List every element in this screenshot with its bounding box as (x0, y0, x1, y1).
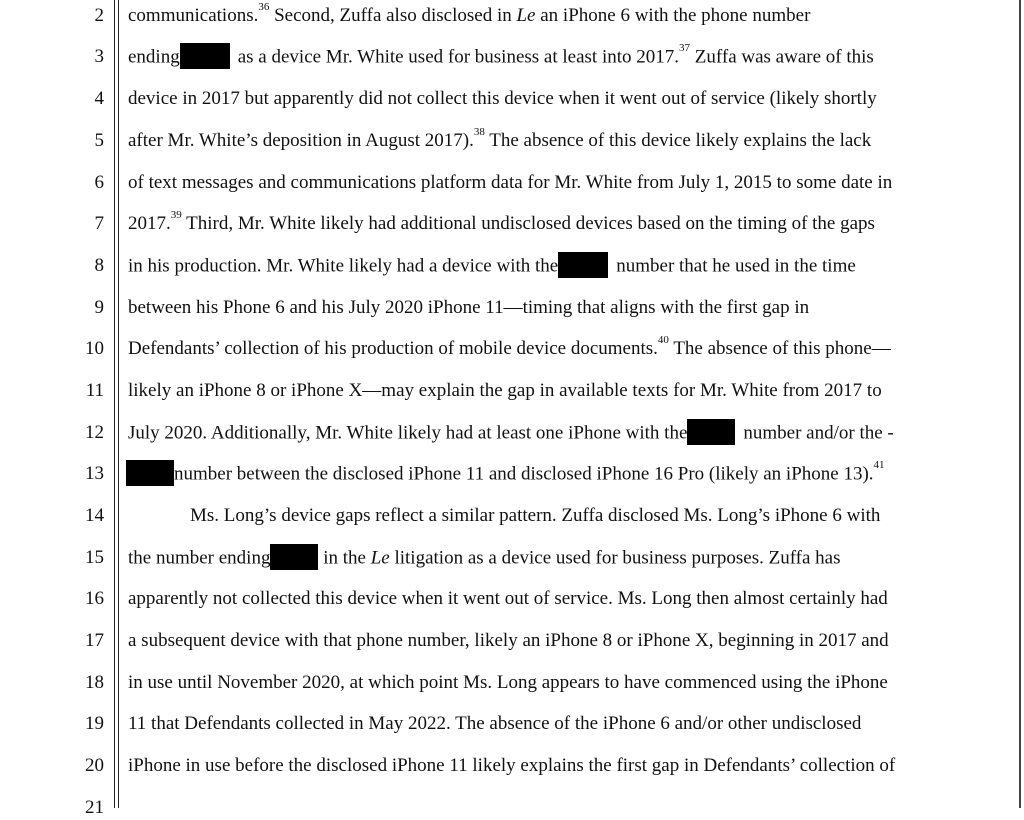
redaction-box (270, 544, 318, 570)
margin-rule-left-outer (114, 0, 115, 808)
line-number: 20 (85, 755, 104, 776)
text-line: in use until November 2020, at which point Ms. Long appears to have commenced using the iPhone (128, 672, 888, 693)
text-line: 11 that Defendants collected in May 2022. The absence of the iPhone 6 and/or other undisclosed (128, 713, 862, 734)
redaction-box (126, 460, 174, 486)
line-number: 10 (85, 338, 104, 359)
redaction-box (687, 419, 735, 445)
text-line: July 2020. Additionally, Mr. White likely had at least one iPhone with the number and/or the - (128, 421, 1008, 447)
text-line: iPhone in use before the disclosed iPhone 11 likely explains the first gap in Defendants’ collection of (128, 755, 896, 776)
line-number: 6 (94, 172, 104, 193)
text-line: number between the disclosed iPhone 11 and disclosed iPhone 16 Pro (likely an iPhone 13).$^{41}$ (126, 462, 1006, 488)
line-number: 18 (85, 672, 104, 693)
text-line: Defendants’ collection of his production of mobile device documents.$^{40}$ The absence of this phone— (128, 334, 891, 359)
text-line: after Mr. White’s deposition in August 2017).$^{38}$ The absence of this device likely explains the lack (128, 126, 872, 151)
footnote-ref[interactable]: 40 (657, 334, 669, 346)
text-line: of text messages and communications platform data for Mr. White from July 1, 2015 to some date in (128, 172, 893, 193)
line-number: 12 (85, 422, 104, 443)
line-number: 13 (85, 463, 104, 484)
text-line: ending as a device Mr. White used for business at least into 2017.37 Zuffa was aware of this (128, 42, 874, 68)
line-number: 16 (85, 588, 104, 609)
text-line: between his Phone 6 and his July 2020 iPhone 11—timing that aligns with the first gap in (128, 297, 810, 318)
line-number: 8 (94, 255, 104, 276)
text-line: in his production. Mr. White likely had a device with the number that he used in the time (128, 254, 1008, 280)
margin-rule-right (1019, 0, 1021, 808)
text-line: communications.$^{36}$ Second, Zuffa also disclosed in Le an iPhone 6 with the phone number (128, 1, 811, 26)
line-number: 4 (94, 88, 104, 109)
text-line: likely an iPhone 8 or iPhone X—may explain the gap in available texts for Mr. White from 2017 to (128, 380, 882, 401)
line-number: 2 (94, 5, 104, 26)
text-line: apparently not collected this device when it went out of service. Ms. Long then almost certainly had (128, 588, 888, 609)
line-number: 9 (94, 297, 104, 318)
line-number: 14 (85, 505, 104, 526)
text-line: a subsequent device with that phone number, likely an iPhone 8 or iPhone X, beginning in 2017 and (128, 630, 889, 651)
footnote-ref[interactable]: 36 (258, 1, 270, 13)
line-number: 7 (94, 213, 104, 234)
footnote-ref[interactable]: 39 (170, 209, 182, 221)
line-number: 11 (85, 380, 104, 401)
footnote-ref[interactable]: 41 (873, 459, 885, 471)
line-number: 5 (94, 130, 104, 151)
line-number: 3 (94, 46, 104, 67)
text-line: device in 2017 but apparently did not collect this device when it went out of service (likely shortly (128, 88, 877, 109)
redaction-box (180, 43, 230, 69)
footnote-ref[interactable]: 38 (473, 126, 485, 138)
line-number: 17 (85, 630, 104, 651)
line-number: 19 (85, 713, 104, 734)
line-number: 15 (85, 547, 104, 568)
line-number: 21 (85, 797, 104, 818)
margin-rule-left-inner (118, 0, 119, 808)
text-line: 2017.39 Third, Mr. White likely had additional undisclosed devices based on the timing of the gaps (128, 209, 875, 234)
redaction-box (558, 252, 608, 278)
text-line: the number ending in the Le litigation as a device used for business purposes. Zuffa has (128, 546, 1008, 572)
paragraph-first-line: Ms. Long’s device gaps reflect a similar pattern. Zuffa disclosed Ms. Long’s iPhone 6 with (190, 505, 881, 526)
footnote-ref[interactable]: 37 (679, 42, 691, 54)
